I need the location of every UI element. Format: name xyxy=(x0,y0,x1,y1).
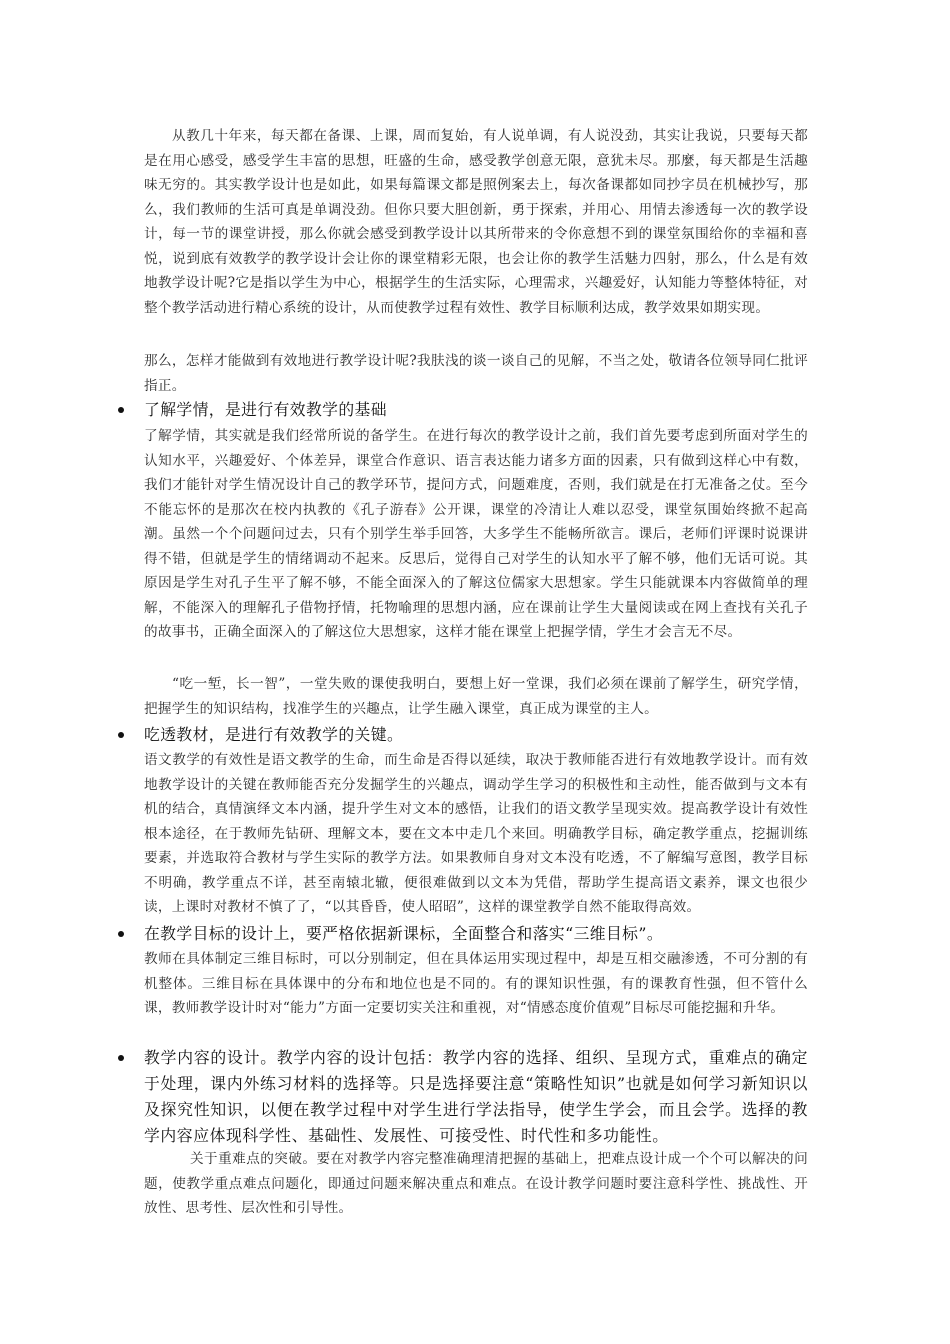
intro-closing: 那么，怎样才能做到有效地进行教学设计呢?我肤浅的谈一谈自己的见解，不当之处，敬请各位领导同仁批评指正。 xyxy=(144,353,808,394)
bullet-icon xyxy=(118,407,124,413)
section-body-1: 了解学情，其实就是我们经常所说的备学生。在进行每次的教学设计之前，我们首先要考虑到所面对学生的认知水平，兴趣爱好、个体差异，课堂合作意识、语言表达能力诸多方面的因素，只有做到这样心中有数，我们才能针对学生情况设计自己的教学环节，提问方式，问题难度，否则，我们就是在打无准备之仗。至今不能忘怀的是那次在校内执教的《孔子游春》公开课，课堂的冷清让人难以忍受，课堂氛围始终掀不起高潮。虽然一个个问题问过去，只有个别学生举手回答，大多学生不能畅所欲言。课后，老师们评课时说课讲得不错，但就是学生的情绪调动不起来。反思后，觉得自己对学生的认知水平了解不够，他们无话可说。其原因是学生对孔子生平了解不够，不能全面深入的了解这位儒家大思想家。学生只能就课本内容做简单的理解，不能深入的理解孔子借物抒情，托物喻理的思想内涵，应在课前让学生大量阅读或在网上查找有关孔子的故事书，正确全面深入的了解这位大思想家，这样才能在课堂上把握学情，学生才会言无不尽。 xyxy=(144,428,808,640)
section-heading-4: 教学内容的设计。教学内容的设计包括：教学内容的选择、组织、呈现方式，重难点的确定于处理，课内外练习材料的选择等。只是选择要注意“策略性知识”也就是如何学习新知识以及探究性知识，以便在教学过程中对学生进行学法指导，使学生学会，而且会学。选择的教学内容应体现科学性、基础性、发展性、可接受性、时代性和多功能性。 xyxy=(144,1048,808,1145)
section-heading-2: 吃透教材，是进行有效教学的关键。 xyxy=(144,725,404,744)
section-body-2: 语文教学的有效性是语文教学的生命，而生命是否得以延续，取决于教师能否进行有效地教学设计。而有效地教学设计的关键在教师能否充分发掘学生的兴趣点，调动学生学习的积极性和主动性，能否做到与文本有机的结合，真情演绎文本内涵，提升学生对文本的感悟，让我们的语文教学呈现实效。提高教学设计有效性根本途径，在于教师先钻研、理解文本，要在文本中走几个来回。明确教学目标，确定教学重点，挖掘训练要素，并选取符合教材与学生实际的教学方法。如果教师自身对文本没有吃透，不了解编写意图，教学目标不明确，教学重点不详，甚至南辕北辙，便很难做到以文本为凭借，帮助学生提高语文素养，课文也很少读，上课时对教材不慎了了，“以其昏昏，使人昭昭”，这样的课堂教学自然不能取得高效。 xyxy=(144,752,808,915)
section-extra-1: “吃一堑，长一智”，一堂失败的课使我明白，要想上好一堂课，我们必须在课前了解学生，研究学情，把握学生的知识结构，找准学生的兴趣点，让学生融入课堂，真正成为课堂的主人。 xyxy=(144,676,808,717)
section-body-3: 教师在具体制定三维目标时，可以分别制定，但在具体运用实现过程中，却是互相交融渗透，不可分割的有机整体。三维目标在具体课中的分布和地位也是不同的。有的课知识性强，有的课教育性强，但不管什么课，教师教学设计时对“能力”方面一定要切实关注和重视，对“情感态度价值观”目标尽可能挖掘和升华。 xyxy=(144,951,808,1016)
section-heading-3: 在教学目标的设计上，要严格依据新课标，全面整合和落实“三维目标”。 xyxy=(144,924,664,943)
intro-paragraph: 从教几十年来，每天都在备课、上课，周而复始，有人说单调，有人说没劲，其实让我说，只要每天都是在用心感受，感受学生丰富的思想，旺盛的生命，感受教学创意无限，意犹未尽。那麼，每天都是生活趣味无穷的。其实教学设计也是如此，如果每篇课文都是照例案去上，每次备课都如同抄字员在机械抄写，那么，我们教师的生活可真是单调没劲。但你只要大胆创新，勇于探索，并用心、用情去渗透每一次的教学设计，每一节的课堂讲授，那么你就会感受到教学设计以其所带来的令你意想不到的课堂氛围给你的幸福和喜悦，说到底有效教学的教学设计会让你的课堂精彩无限，也会让你的教学生活魅力四射，那么，什么是有效地教学设计呢?它是指以学生为中心，根据学生的生活实际，心理需求，兴趣爱好，认知能力等整体特征，对整个教学活动进行精心系统的设计，从而使教学过程有效性、教学目标顺利达成，教学效果如期实现。 xyxy=(144,128,808,316)
section-body-4: 关于重难点的突破。要在对教学内容完整准确理清把握的基础上，把难点设计成一个个可以解决的问题，使教学重点难点问题化，即通过问题来解决重点和难点。在设计教学问题时要注意科学性、挑战性、开放性、思考性、层次性和引导性。 xyxy=(144,1151,808,1216)
bullet-icon xyxy=(118,732,124,738)
section-heading-1: 了解学情，是进行有效教学的基础 xyxy=(144,400,387,419)
bullet-icon xyxy=(118,931,124,937)
bullet-icon xyxy=(118,1055,124,1061)
